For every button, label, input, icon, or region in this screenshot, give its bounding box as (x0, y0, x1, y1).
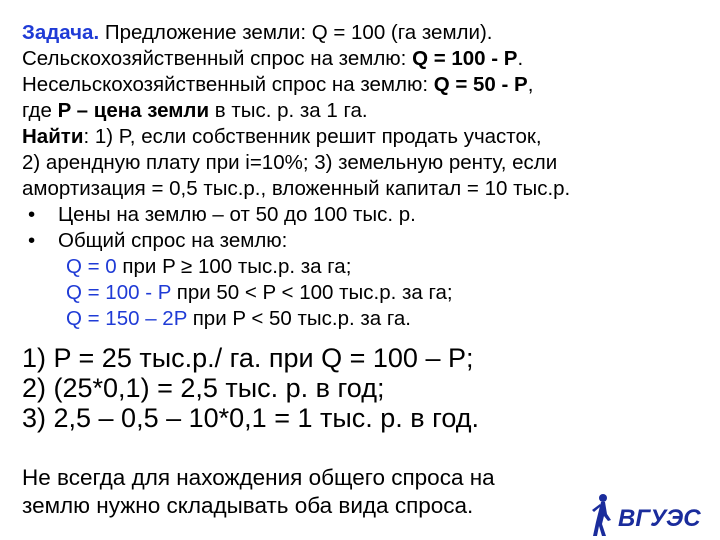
bullet-glyph: • (28, 203, 36, 226)
demand-case-2 (22, 280, 712, 306)
problem-statement (22, 20, 712, 332)
bullet-item-prices (22, 202, 712, 228)
demand-formula: Q = 150 – 2P (66, 307, 188, 330)
bullet-glyph: • (28, 229, 36, 252)
problem-line-5 (22, 124, 712, 150)
demand-condition: при 50 < P < 100 тыс.р. за га; (171, 281, 453, 304)
logo-text: ВГУЭС (618, 505, 701, 532)
demand-case-3 (22, 306, 712, 332)
demand-formula: Q = 100 - P (66, 281, 172, 304)
problem-line-4 (22, 98, 712, 124)
problem-line-2 (22, 46, 712, 72)
agri-demand-end: . (517, 47, 524, 70)
find-label: Найти (22, 125, 84, 148)
task-label: Задача. (22, 21, 100, 44)
price-def-bold: P – цена земли (57, 99, 210, 122)
agri-demand-text: Сельскохозяйственный спрос на землю: (22, 47, 413, 70)
price-def-start: где (22, 99, 58, 122)
answer-1: 1) P = 25 тыс.р./ га. при Q = 100 – P; (22, 343, 474, 373)
demand-condition: при P ≥ 100 тыс.р. за га; (116, 255, 352, 278)
demand-formula: Q = 0 (66, 255, 117, 278)
bullet-text: Общий спрос на землю: (58, 229, 288, 252)
note-line-2: землю нужно складывать оба вида спроса. (22, 493, 474, 518)
answer-3: 3) 2,5 – 0,5 – 10*0,1 = 1 тыс. р. в год. (22, 403, 480, 433)
agri-demand-formula: Q = 100 - P (412, 47, 518, 70)
nonagri-demand-end: , (527, 73, 534, 96)
problem-line-3 (22, 72, 712, 98)
note-line-1: Не всегда для нахождения общего спроса на (22, 465, 495, 490)
problem-line-1 (22, 20, 712, 46)
university-logo (590, 490, 710, 540)
problem-line-6: 2) арендную плату при i=10%; 3) земельную ренту, если (22, 151, 558, 174)
answers-list (22, 343, 712, 433)
nonagri-demand-text: Несельскохозяйственный спрос на землю: (22, 73, 434, 96)
problem-line-7: амортизация = 0,5 тыс.р., вложенный капитал = 10 тыс.р. (22, 177, 571, 200)
supply-text: Предложение земли: Q = 100 (га земли). (99, 21, 493, 44)
demand-condition: при P < 50 тыс.р. за га. (187, 307, 412, 330)
nonagri-demand-formula: Q = 50 - P (433, 73, 528, 96)
logo-emblem-icon (592, 494, 611, 536)
bullet-item-total-demand (22, 228, 712, 254)
answer-2: 2) (25*0,1) = 2,5 тыс. р. в год; (22, 373, 385, 403)
find-text: : 1) P, если собственник решит продать участок, (83, 125, 542, 148)
price-def-end: в тыс. р. за 1 га. (209, 99, 368, 122)
bullet-text: Цены на землю – от 50 до 100 тыс. р. (58, 203, 416, 226)
demand-case-1 (22, 254, 712, 280)
